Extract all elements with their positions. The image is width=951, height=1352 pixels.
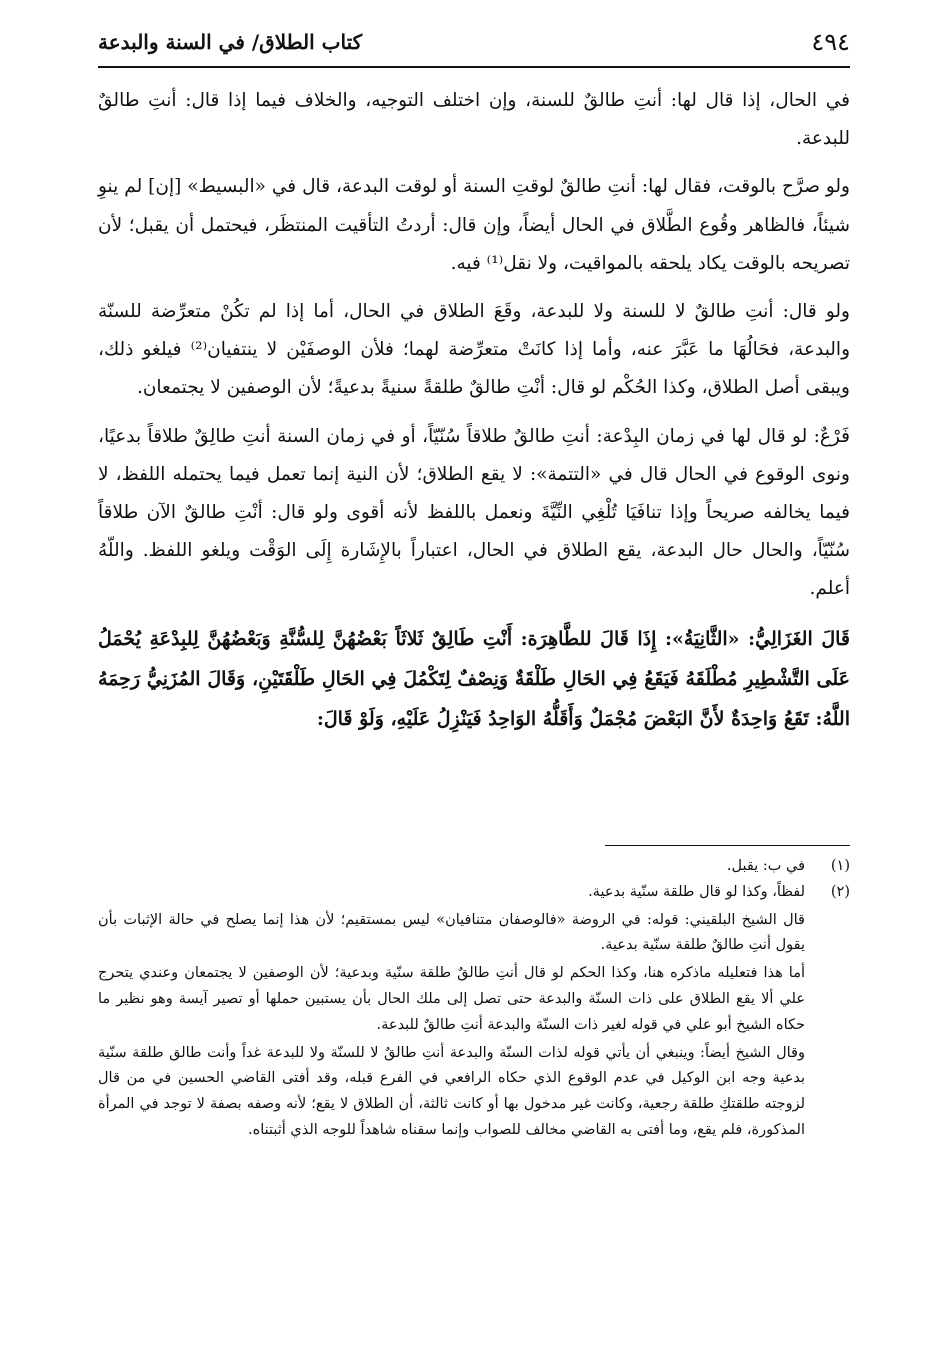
- paragraph: في الحال، إذا قال لها: أنتِ طالقٌ للسنة، وإن اختلف التوجيه، والخلاف فيما إذا قال: أنتِ طالقٌ للبدعة.: [98, 90, 850, 150]
- quoted-matn-paragraph: قَالَ الغَزَالِيُّ: «الثَّانِيَةُ»: إِذَا قَالَ للطَّاهِرَة: أَنْتِ طَالِقٌ ثَلاثَاً بَعْضُهُنَّ لِلسُّنَّةِ وَبَعْضُهُنَّ لِلبِدْعَةِ يُحْمَلُ عَلَى التَّشْطِيرِ مُطْلَقَهُ فَيَقَعُ فِي الحَالِ طَلْقَةٌ وَنِصْفٌ لِتَكْمُلَ فِي الحَالِ طَلْقَتَيْنِ، وَقَالَ المُزَنِيُّ رَحِمَهُ اللَّهُ: تَقَعُ وَاحِدَةٌ لأَنَّ البَعْضَ مُجْمَلٌ وَأَقَلُّهُ الوَاحِدُ فَيَنْزِلُ عَلَيْهِ، وَلَوْ قَالَ:: [98, 627, 850, 730]
- main-text: [98, 82, 850, 749]
- footnote-2: [98, 880, 850, 906]
- page-number: ٤٩٤: [811, 28, 850, 56]
- footnote-commentary: أما هذا فتعليله ماذكره هنا، وكذا الحكم لو قال أنتِ طالقٌ طلقة سنّية وبدعية؛ لأن الوصفين لا يجتمعان وعندي يتحرج علي ألا يقع الطلاق على ذات السنّة والبدعة حتى تصل إلى ملك الحال بأن يستبين حملها أو تصير آيسة وهو نظير ما حكاه الشيخ أبو علي في قوله لغير ذات السنّة والبدعة أنتِ طالقٌ للبدعة.: [98, 965, 805, 1033]
- footnote-number: (٢): [830, 883, 850, 900]
- footnote-text: لفظاً، وكذا لو قال طلقة سنّية بدعية.: [588, 883, 805, 900]
- paragraph: ولو صرَّح بالوقت، فقال لها: أنتِ طالقٌ لوقتِ السنة أو لوقت البدعة، قال في «البسيط» [إن] لم ينوِ شيئاً، فالظاهر وقُوع الطَّلاق في الحال أيضاً، وإن قال: أردتُ التأقيت المنتظَر، فيحتمل أن يقبل؛ لأن تصريحه بالوقت يكاد يلحقه بالمواقيت، ولا نقل⁽¹⁾ فيه.: [98, 176, 850, 274]
- footnote-divider: [605, 845, 850, 846]
- footnotes: [98, 854, 850, 1144]
- footnote-number: (١): [830, 858, 850, 874]
- paragraph: ولو قال: أنتِ طالقٌ لا للسنة ولا للبدعة، وقَعَ الطلاق في الحال، أما إذا لم تكُنْ متعرِّضة للسنّة والبدعة، فحَالُهَا ما عَبَّرَ عنه، وأما إذا كانَتْ متعرِّضة لهما؛ فلأن الوصفَيْن لا ينتفيان⁽²⁾ فيلغو ذلك، ويبقى أصل الطلاق، وكذا الحُكْم لو قال: أنْتِ طالقٌ طلقةً سنيةً بدعيةً؛ لأن الوصفين لا يجتمعان.: [98, 301, 850, 399]
- running-title: كتاب الطلاق/ في السنة والبدعة: [98, 30, 363, 54]
- paragraph: فَرْعٌ: لو قال لها في زمان البِدْعة: أنتِ طالقٌ طلاقاً سُنّيّاً، أو في زمان السنة أنتِ طالِقٌ طلاقاً بدعيًا، ونوى الوقوع في الحال قال في «التتمة»: لا يقع الطلاق؛ لأن النية إنما تعمل فيما يحتمله اللفظ، لا فيما يخالفه صريحاً وإذا تنافَيَا تُلْغِي النِّيَّةَ ونعمل باللفظ لأنه أقوى ولو قال: أنْتِ طالقٌ الآن طلاقاً سُنّيّاً، والحال حال البدعة، يقع الطلاق في الحال، اعتباراً بالإِشَارة إِلَى الوَقْت ويلغو اللفظ. واللّهُ أعلم.: [98, 425, 850, 600]
- footnote-commentary: وقال الشيخ أيضاً: وينبغي أن يأتي قوله لذات السنّة والبدعة أنتِ طالقٌ لا للسنّة ولا للبدعة غداً وأنت طالق طلقة سنّية بدعية وجه ابن الوكيل في عدم الوقوع الذي حكاه الرافعي في الفرع قبله، وقد أفتى القاضي الحسين في من قال لزوجته طلقتكِ طلقة رجعية، وكانت غير مدخول بها أو كانت ثالثة، أن الطلاق لا يقع؛ لأنه وصفه بصفة لا توجد في المرأة المذكورة، فلم يقع، وما أفتى به القاضي مخالف للصواب وإنما سقناه شاهداً للوجه الذي أثبتناه.: [98, 1044, 805, 1138]
- footnote-commentary: قال الشيخ البلقيني: قوله: في الروضة «فالوصفان متنافيان» ليس بمستقيم؛ لأن هذا إنما يصلح في حالة الإثبات بأن يقول أنتِ طالقٌ طلقة سنّية بدعية.: [98, 911, 805, 954]
- footnote-text: في ب: يقبل.: [726, 858, 805, 874]
- page-header: [98, 22, 850, 62]
- header-divider: [98, 66, 850, 68]
- footnote-1: [98, 854, 850, 880]
